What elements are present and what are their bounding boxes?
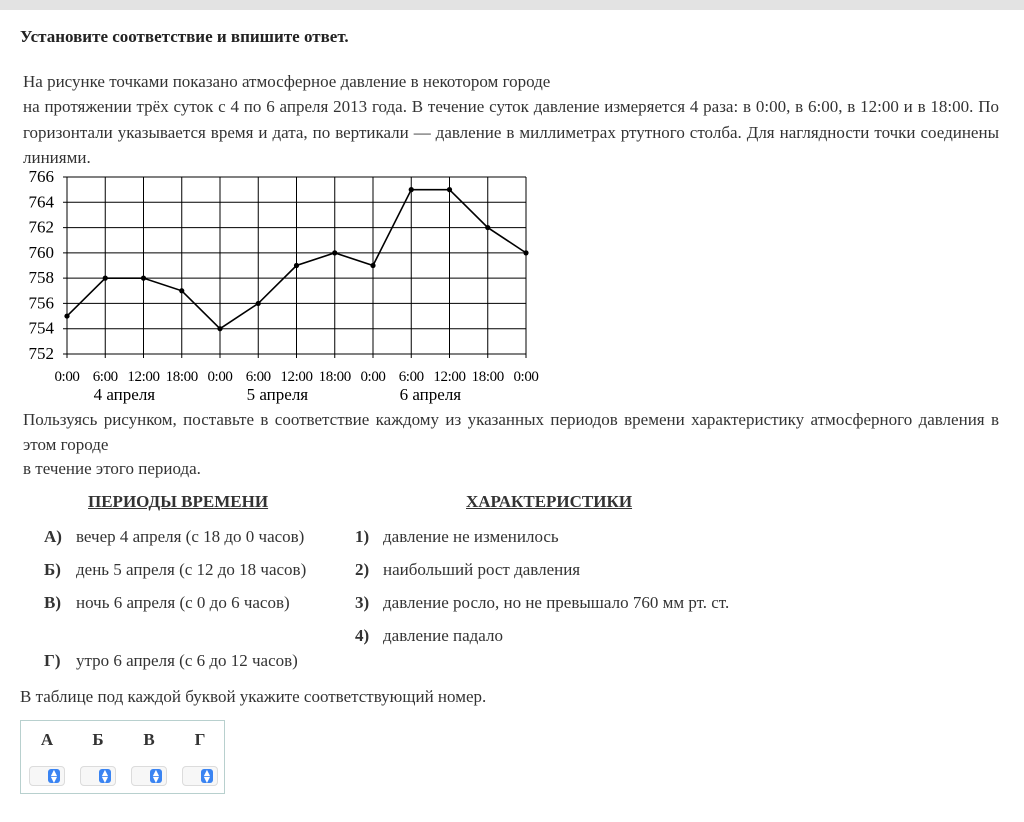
y-tick-label: 766 (28, 167, 54, 186)
period-label: В) (44, 593, 61, 612)
answer-header-a: А (40, 730, 54, 749)
characteristic-text: давление не изменилось (383, 527, 559, 546)
characteristic-text: давление падало (383, 626, 503, 645)
period-a (44, 527, 304, 547)
y-tick-labels (29, 167, 55, 363)
date-labels (94, 385, 462, 404)
x-tick-label: 18:00 (165, 369, 198, 385)
period-v (44, 593, 290, 613)
x-tick-label: 0:00 (513, 369, 539, 385)
question-line-2: в течение этого периода. (23, 459, 201, 478)
answer-header-b: Б (92, 730, 104, 749)
period-text: день 5 апреля (с 12 до 18 часов) (76, 560, 307, 579)
answer-header-v: В (143, 730, 155, 749)
y-tick-label: 758 (28, 268, 54, 288)
x-tick-label: 12:00 (280, 369, 313, 385)
question-line-1: Пользуясь рисунком, поставьте в соответствие каждому из указанных периодов времени характеристику атмосферного давления в этом городе (23, 410, 999, 454)
period-text: утро 6 апреля (с 6 до 12 часов) (76, 651, 298, 670)
characteristics-heading: ХАРАКТЕРИСТИКИ (466, 492, 633, 511)
answer-select-v[interactable] (131, 766, 167, 786)
date-label: 6 апреля (399, 385, 462, 404)
x-tick-label: 0:00 (207, 369, 233, 385)
data-point (409, 187, 414, 192)
select-arrows-icon: ▲ ▼ (48, 769, 60, 783)
pressure-chart (0, 165, 560, 405)
period-text: ночь 6 апреля (с 0 до 6 часов) (76, 593, 290, 612)
data-point (332, 250, 337, 255)
select-arrows-icon: ▲ ▼ (150, 769, 162, 783)
x-tick-label: 18:00 (471, 369, 504, 385)
periods-heading: ПЕРИОДЫ ВРЕМЕНИ (88, 492, 269, 511)
characteristic-label: 3) (355, 593, 370, 612)
intro-line-2: на протяжении трёх суток с 4 по 6 апреля 2013 года. В течение суток давление измеряется 4 раза: в 0:00, в 6:00, в 12:00 и в 18:00. По горизонтали указывается время и дата, по вертикали — давление в миллиметрах ртутного столба. Для наглядности точки соединены линиями. (23, 97, 999, 167)
characteristic-3 (355, 593, 729, 613)
intro-line-1: На рисунке точками показано атмосферное давление в некотором городе (23, 72, 551, 91)
x-tick-label: 12:00 (127, 369, 160, 385)
answer-header-g: Г (194, 730, 206, 749)
characteristic-2 (355, 560, 580, 580)
period-b (44, 560, 306, 580)
data-point (294, 263, 299, 268)
period-text: вечер 4 апреля (с 18 до 0 часов) (76, 527, 305, 546)
y-tick-label: 762 (28, 217, 54, 237)
data-point (447, 187, 452, 192)
date-label: 4 апреля (93, 385, 156, 404)
data-point (179, 288, 184, 293)
date-label: 5 апреля (246, 385, 309, 404)
select-arrows-icon: ▲ ▼ (99, 769, 111, 783)
data-point (64, 313, 69, 318)
data-point (217, 326, 222, 331)
data-point (485, 225, 490, 230)
data-point (256, 301, 261, 306)
y-tick-label: 760 (28, 242, 54, 262)
x-tick-label: 18:00 (318, 369, 351, 385)
x-tick-label: 6:00 (92, 369, 118, 385)
characteristic-1 (355, 527, 559, 547)
top-bar (0, 0, 1024, 10)
task-title: Установите соответствие и впишите ответ. (20, 27, 349, 46)
answer-select-g[interactable] (182, 766, 218, 786)
characteristic-4 (355, 626, 503, 646)
x-tick-label: 6:00 (245, 369, 271, 385)
answer-select-a[interactable] (29, 766, 65, 786)
y-tick-label: 752 (28, 344, 54, 363)
data-point (103, 276, 108, 281)
characteristic-text: наибольший рост давления (383, 560, 581, 579)
answer-table (20, 720, 225, 794)
select-arrows-icon: ▲ ▼ (201, 769, 213, 783)
answer-select-b[interactable] (80, 766, 116, 786)
characteristic-label: 4) (355, 626, 370, 645)
task-question (23, 408, 999, 482)
characteristic-label: 2) (355, 560, 370, 579)
answer-instruction: В таблице под каждой буквой укажите соответствующий номер. (20, 687, 487, 706)
data-point (370, 263, 375, 268)
x-tick-label: 0:00 (54, 369, 80, 385)
data-point (523, 250, 528, 255)
period-label: Г) (44, 651, 61, 670)
characteristic-label: 1) (355, 527, 370, 546)
period-g (44, 651, 298, 671)
x-tick-label: 12:00 (433, 369, 466, 385)
data-point (141, 276, 146, 281)
characteristic-text: давление росло, но не превышало 760 мм рт. ст. (383, 593, 730, 612)
x-tick-label: 6:00 (398, 369, 424, 385)
x-tick-label: 0:00 (360, 369, 386, 385)
y-tick-label: 756 (28, 293, 54, 313)
y-tick-label: 754 (28, 318, 54, 338)
task-intro (23, 69, 999, 170)
y-tick-label: 764 (28, 192, 54, 212)
period-label: А) (44, 527, 62, 546)
period-label: Б) (44, 560, 61, 579)
x-tick-labels (54, 369, 538, 385)
